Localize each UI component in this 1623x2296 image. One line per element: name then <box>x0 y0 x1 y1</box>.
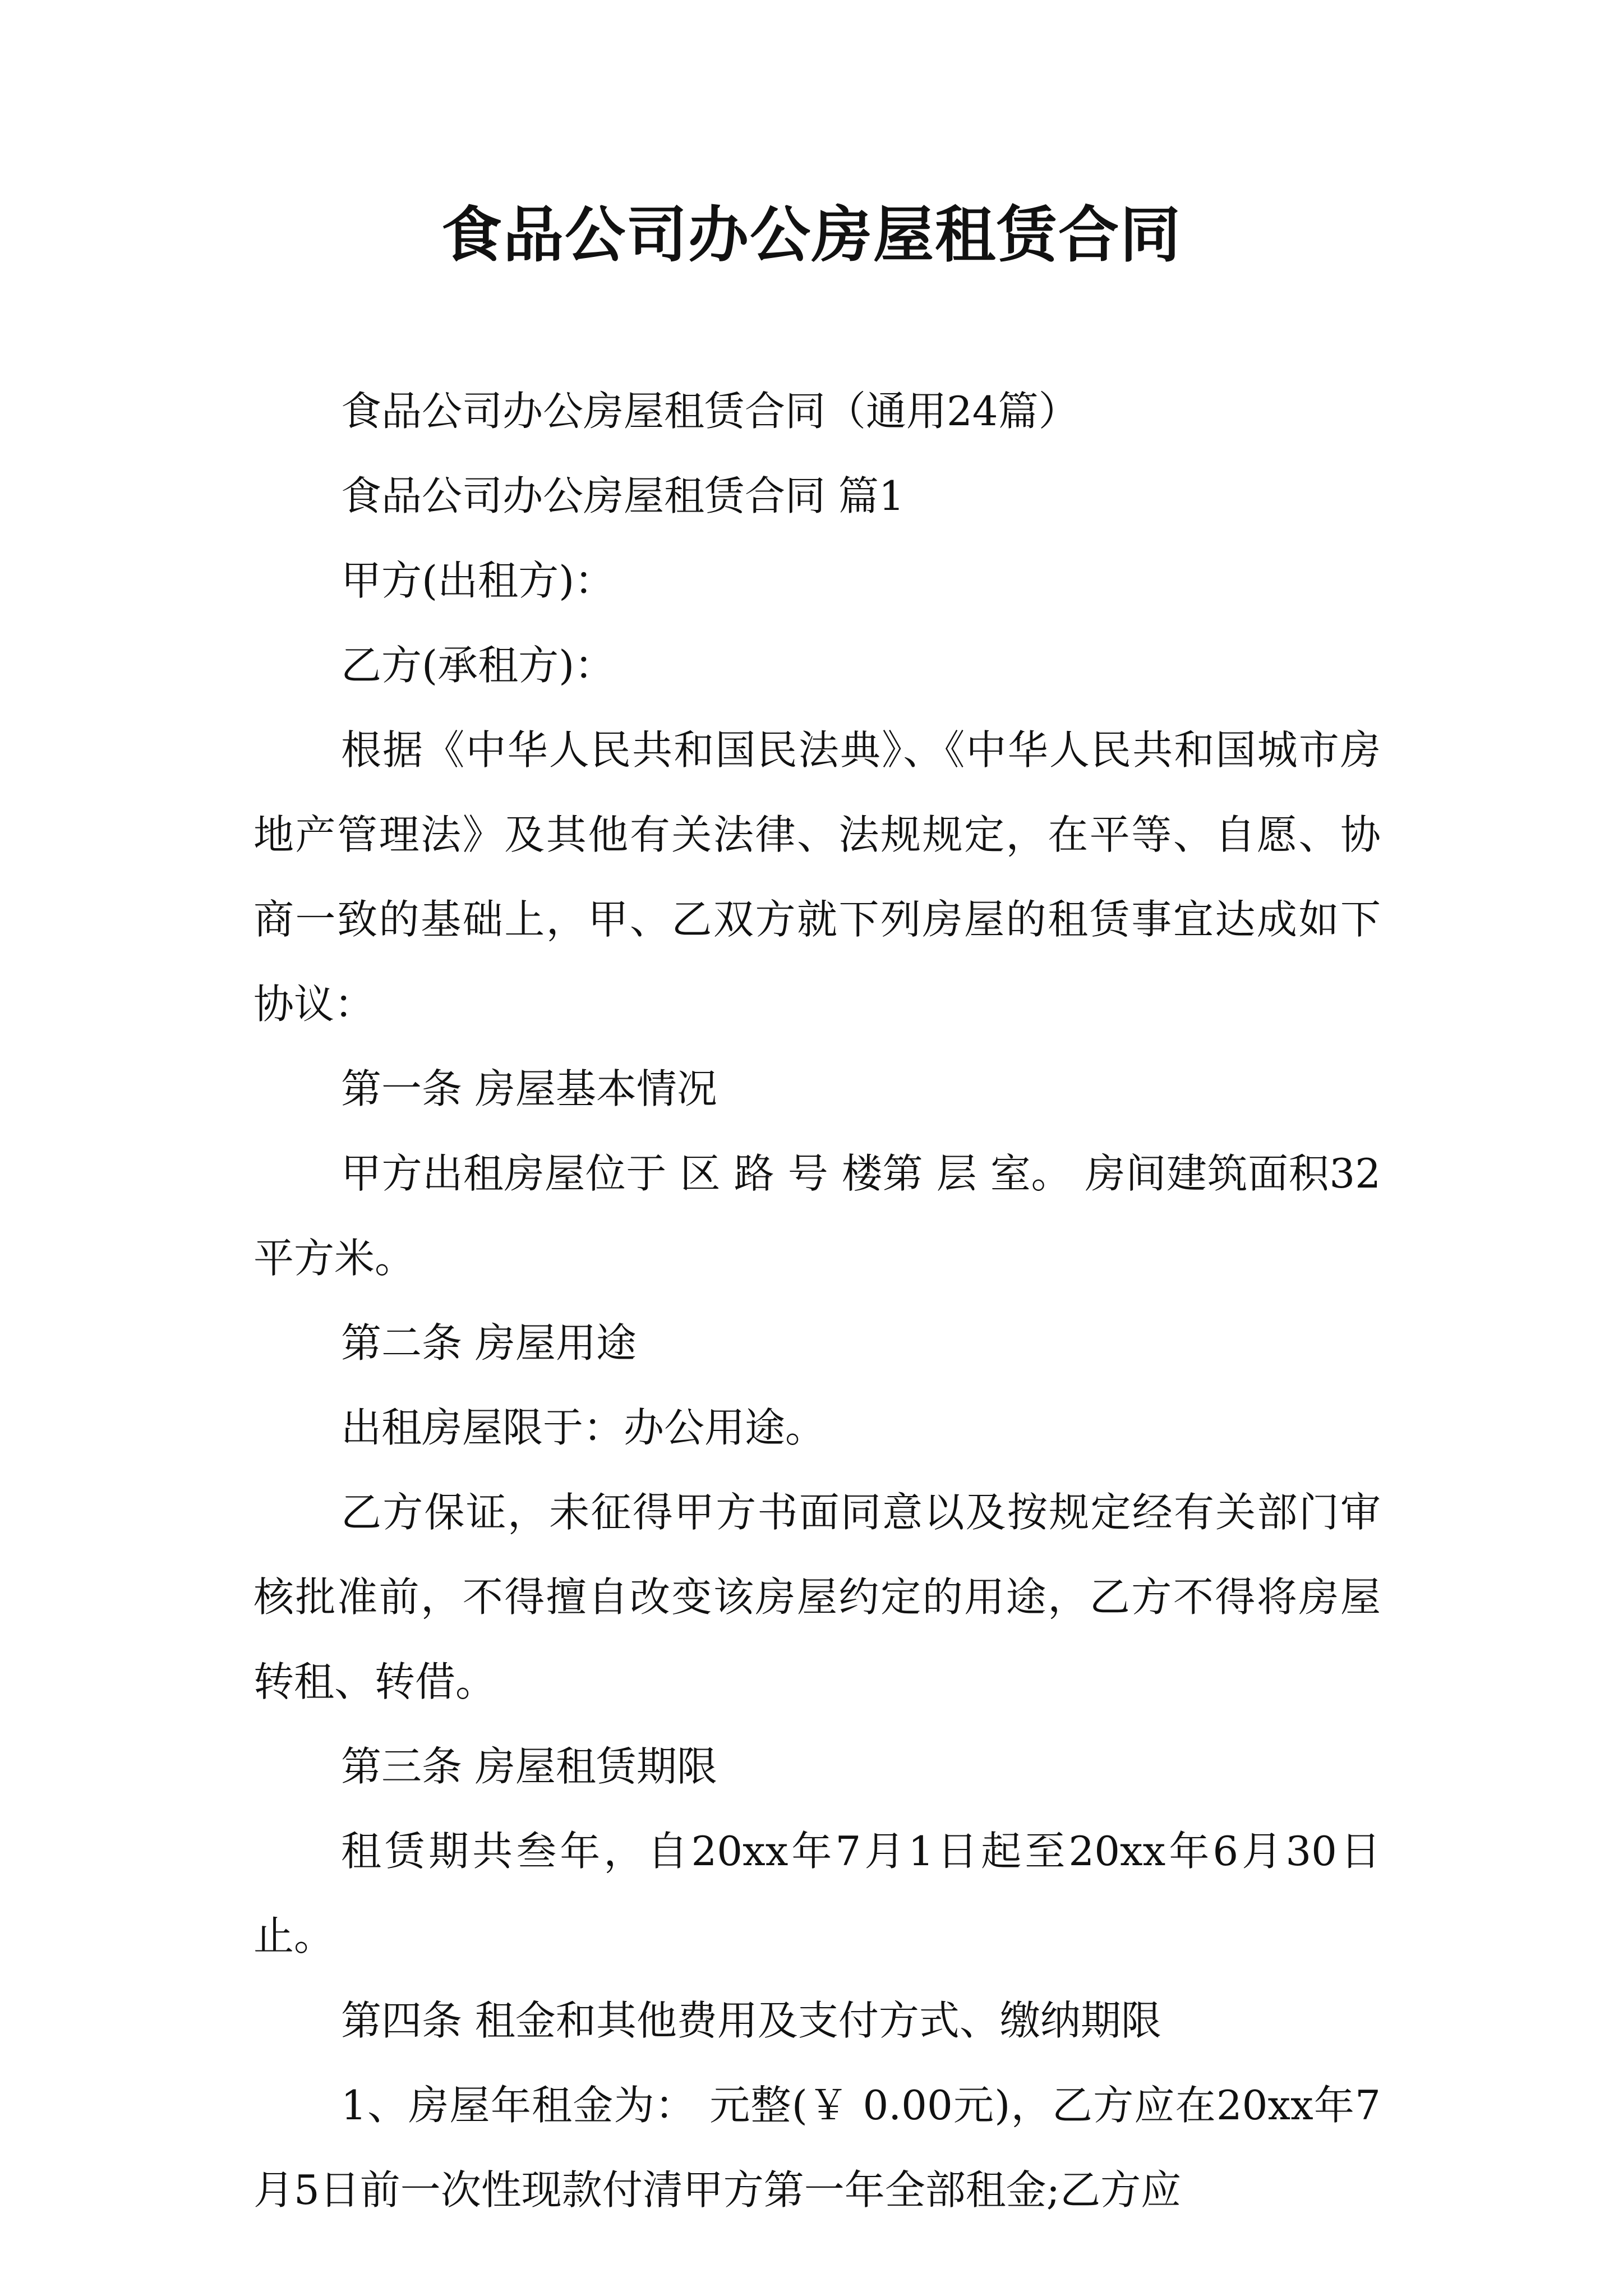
article-4-heading: 第四条 租金和其他费用及支付方式、缴纳期限 <box>341 1997 1161 2044</box>
subtitle-line: 食品公司办公房屋租赁合同（通用24篇） <box>341 388 1079 435</box>
document-body <box>253 369 1381 2233</box>
document-title: 食品公司办公房屋租赁合同 <box>441 200 1182 270</box>
party-a-line: 甲方(出租方)： <box>341 557 615 604</box>
article-4-item-1: 1、房屋年租金为： 元整(￥ 0.00元)，乙方应在20xx年7月5日前一次性现款付清甲方第一年全部租金;乙方应 <box>253 2082 1381 2214</box>
party-b-line: 乙方(承租方)： <box>341 642 615 689</box>
article-2-guarantee: 乙方保证，未征得甲方书面同意以及按规定经有关部门审核批准前，不得擅自改变该房屋约定的用途，乙方不得将房屋转租、转借。 <box>253 1489 1381 1705</box>
article-1-heading: 第一条 房屋基本情况 <box>341 1065 717 1112</box>
article-2-text: 出租房屋限于：办公用途。 <box>341 1404 826 1451</box>
preamble-paragraph: 根据《中华人民共和国民法典》、《中华人民共和国城市房地产管理法》及其他有关法律、法规规定，在平等、自愿、协商一致的基础上，甲、乙双方就下列房屋的租赁事宜达成如下协议： <box>253 726 1381 1028</box>
article-2-heading: 第二条 房屋用途 <box>341 1319 637 1366</box>
article-1-text: 甲方出租房屋位于 区 路 号 楼第 层 室。 房间建筑面积32平方米。 <box>253 1150 1381 1282</box>
section-heading: 食品公司办公房屋租赁合同 篇1 <box>341 472 905 519</box>
article-3-heading: 第三条 房屋租赁期限 <box>341 1743 717 1790</box>
article-3-text: 租赁期共叁年，自20xx年7月1日起至20xx年6月30日止。 <box>253 1828 1381 1959</box>
